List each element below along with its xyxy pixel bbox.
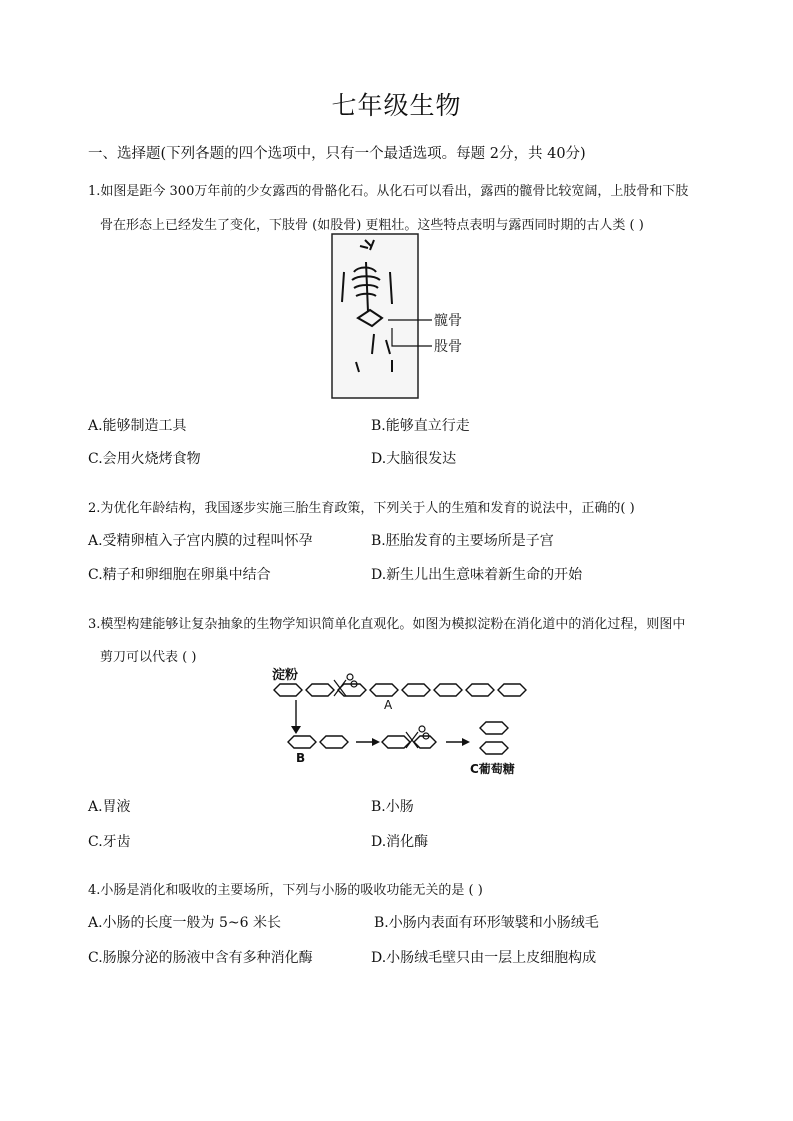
q3-option-b[interactable]: B.小肠: [371, 799, 414, 815]
question-1-stem-line1: 1.如图是距今 300万年前的少女露西的骨骼化石。从化石可以看出，露西的髋骨比较宽阔，上肢骨和下肢: [88, 184, 689, 199]
q2-option-a[interactable]: A.受精卵植入子宫内膜的过程叫怀孕: [88, 533, 313, 549]
q2-option-b[interactable]: B.胚胎发育的主要场所是子宫: [371, 533, 554, 549]
q3-option-c[interactable]: C.牙齿: [88, 834, 131, 850]
maltose-chain: [288, 736, 348, 748]
femur-label: 股骨: [434, 339, 462, 355]
right-arrow-head-2: [462, 738, 470, 746]
label-b: B: [296, 751, 306, 765]
hip-bone-label: 髋骨: [434, 313, 462, 329]
question-2-stem: 2.为优化年龄结构，我国逐步实施三胎生育政策，下列关于人的生殖和发育的说法中，正确的( ): [88, 501, 635, 516]
starch-label: 淀粉: [272, 668, 299, 683]
glucose-units: [480, 722, 508, 754]
right-arrow-head-1: [372, 738, 380, 746]
q2-option-c[interactable]: C.精子和卵细胞在卵巢中结合: [88, 567, 271, 583]
q4-option-b[interactable]: B.小肠内表面有环形皱襞和小肠绒毛: [374, 915, 599, 931]
q4-option-a[interactable]: A.小肠的长度一般为 5~6 米长: [88, 915, 282, 931]
fossil-frame: [332, 234, 418, 398]
starch-chain: [274, 684, 526, 696]
label-c-glucose: C葡萄糖: [470, 762, 515, 776]
q4-option-d[interactable]: D.小肠绒毛壁只由一层上皮细胞构成: [371, 950, 597, 966]
label-a: A: [384, 698, 393, 712]
starch-digestion-figure: [268, 662, 528, 778]
q1-option-d[interactable]: D.大脑很发达: [371, 451, 457, 467]
q3-option-d[interactable]: D.消化酶: [371, 834, 429, 850]
q2-option-d[interactable]: D.新生儿出生意味着新生命的开始: [371, 567, 583, 583]
section-header: 一、选择题(下列各题的四个选项中，只有一个最适选项。每题 2分，共 40分): [88, 146, 586, 162]
question-3-stem-line2: 剪刀可以代表 ( ): [100, 650, 197, 665]
page-title: 七年级生物: [331, 91, 462, 120]
question-1-stem-line2: 骨在形态上已经发生了变化，下肢骨 (如股骨) 更粗壮。这些特点表明与露西同时期的古人类 ( ): [100, 218, 644, 233]
question-3-stem-line1: 3.模型构建能够让复杂抽象的生物学知识简单化直观化。如图为模拟淀粉在消化道中的消化过程，则图中: [88, 617, 686, 632]
question-4-stem: 4.小肠是消化和吸收的主要场所，下列与小肠的吸收功能无关的是 ( ): [88, 883, 483, 898]
q1-option-b[interactable]: B.能够直立行走: [371, 418, 470, 434]
down-arrow-head: [291, 726, 301, 734]
q4-option-c[interactable]: C.肠腺分泌的肠液中含有多种消化酶: [88, 950, 313, 966]
fossil-figure: [330, 232, 480, 400]
q1-option-a[interactable]: A.能够制造工具: [88, 418, 187, 434]
q3-option-a[interactable]: A.胃液: [88, 799, 131, 815]
q1-option-c[interactable]: C.会用火烧烤食物: [88, 451, 201, 467]
